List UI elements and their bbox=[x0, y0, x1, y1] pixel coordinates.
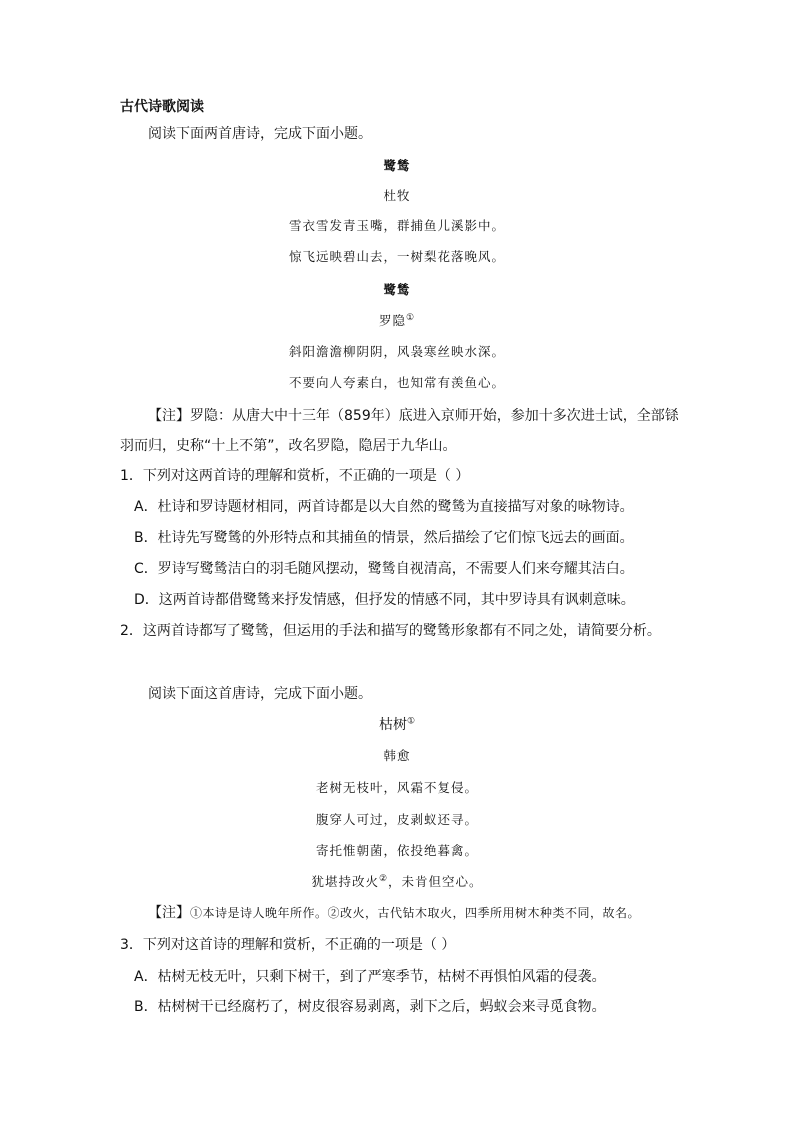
section-title: 古代诗歌阅读 bbox=[120, 99, 204, 115]
note-1-line-1 bbox=[148, 406, 679, 426]
note-2 bbox=[148, 903, 640, 923]
poem3-title bbox=[0, 715, 794, 735]
question-1-option-c: C．罗诗写鹭鸶洁白的羽毛随风摆动，鹭鸶自视清高，不需要人们来夸耀其洁白。 bbox=[134, 561, 634, 577]
poem3-line-3: 寄托惟朝菌，依投绝暮禽。 bbox=[315, 843, 478, 858]
note-2-text: ①本诗是诗人晚年所作。②改火，古代钻木取火，四季所用树木种类不同，故名。 bbox=[190, 906, 641, 920]
poem3-title-text: 枯树 bbox=[378, 717, 407, 733]
poem2-author-name: 罗隐 bbox=[378, 313, 406, 328]
question-1-option-b: B．杜诗先写鹭鸶的外形特点和其捕鱼的情景，然后描绘了它们惊飞远去的画面。 bbox=[134, 530, 634, 546]
question-1-option-a: A．杜诗和罗诗题材相同，两首诗都是以大自然的鹭鸶为直接描写对象的咏物诗。 bbox=[134, 499, 634, 515]
poem3-line-4-part1: 犹堪持改火 bbox=[311, 874, 379, 889]
question-2-stem: 2．这两首诗都写了鹭鸶，但运用的手法和描写的鹭鸶形象都有不同之处，请简要分析。 bbox=[120, 623, 661, 639]
poem2-line-1: 斜阳澹澹柳阴阴，风袅寒丝映水深。 bbox=[288, 344, 505, 359]
note-1-text: 罗隐：从唐大中十三年（859年）底进入京师开始，参加十多次进士试，全部铩 bbox=[190, 408, 679, 424]
poem3-title-note-mark: ① bbox=[406, 716, 416, 727]
poem3-line-4-part2: ，未肯但空心。 bbox=[388, 874, 483, 889]
note-1-label: 【注】 bbox=[148, 408, 190, 424]
note-2-label: 【注】 bbox=[148, 905, 190, 921]
poem2-title: 鹭鸶 bbox=[383, 282, 411, 297]
poem3-author: 韩愈 bbox=[383, 748, 411, 763]
poem3-line-1: 老树无枝叶，风霜不复侵。 bbox=[315, 780, 478, 795]
question-1-stem: 1．下列对这两首诗的理解和赏析，不正确的一项是（ ） bbox=[120, 468, 470, 484]
poem1-line-2: 惊飞远映碧山去，一树梨花落晚风。 bbox=[288, 249, 505, 264]
poem2-author bbox=[0, 311, 794, 331]
poem3-line-2: 腹穿人可过，皮剥蚁还寻。 bbox=[315, 812, 478, 827]
question-3-stem: 3．下列对这首诗的理解和赏析，不正确的一项是（ ） bbox=[120, 937, 456, 953]
poem2-line-2: 不要向人夸素白，也知常有羡鱼心。 bbox=[288, 375, 505, 390]
poem3-line-4-note-mark: ② bbox=[378, 873, 389, 884]
question-1-option-d: D．这两首诗都借鹭鸶来抒发情感，但抒发的情感不同，其中罗诗具有讽刺意味。 bbox=[134, 592, 635, 608]
poem1-title: 鹭鸶 bbox=[383, 158, 411, 173]
poem3-line-4 bbox=[0, 872, 794, 892]
instruction-1: 阅读下面两首唐诗，完成下面小题。 bbox=[148, 126, 372, 142]
poem1-author: 杜牧 bbox=[383, 188, 411, 203]
question-3-option-a: A．枯树无枝无叶，只剩下树干，到了严寒季节，枯树不再惧怕风霜的侵袭。 bbox=[134, 969, 606, 985]
poem1-line-1: 雪衣雪发青玉嘴，群捕鱼儿溪影中。 bbox=[288, 218, 505, 233]
instruction-2: 阅读下面这首唐诗，完成下面小题。 bbox=[148, 686, 372, 702]
poem2-author-note-mark: ① bbox=[405, 312, 416, 323]
note-1-line-2: 羽而归，史称“十上不第”，改名罗隐，隐居于九华山。 bbox=[120, 438, 457, 454]
question-3-option-b: B．枯树树干已经腐朽了，树皮很容易剥离，剥下之后，蚂蚁会来寻觅食物。 bbox=[134, 999, 606, 1015]
